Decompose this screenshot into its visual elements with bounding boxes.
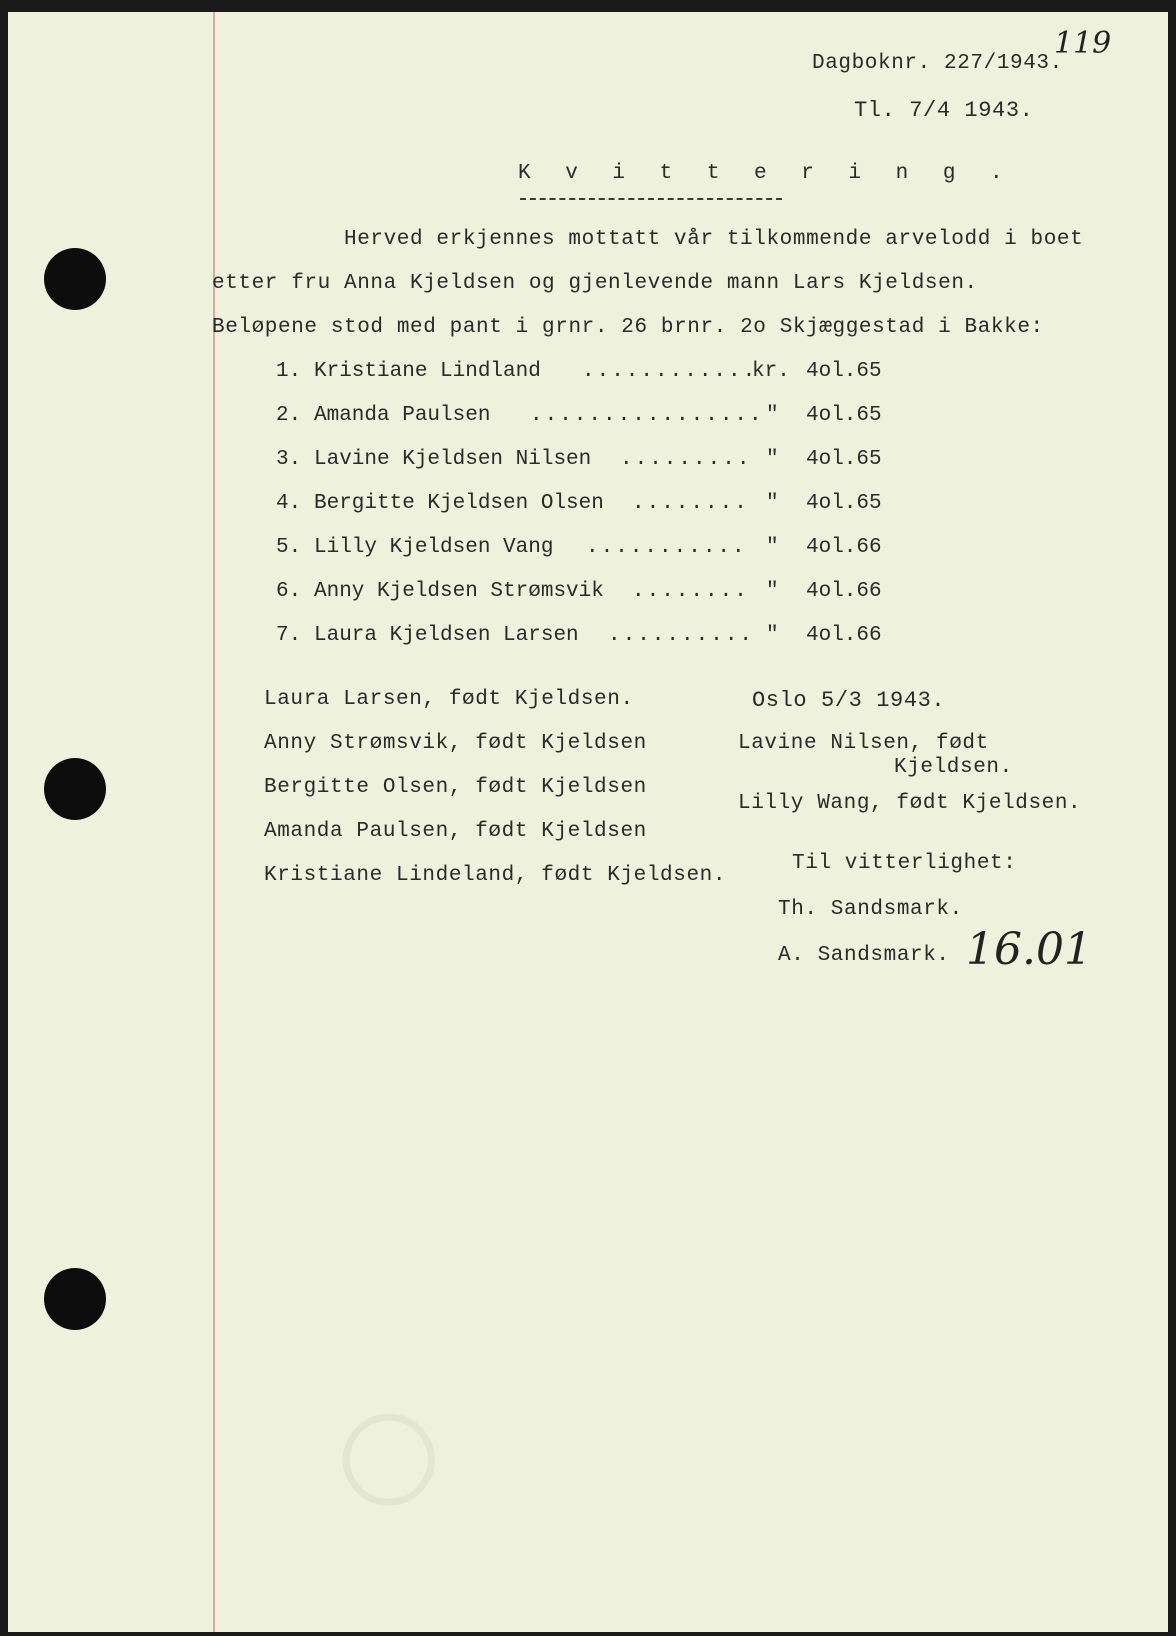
page-title: K v i t t e r i n g . bbox=[518, 162, 1014, 185]
body-line-2: etter fru Anna Kjeldsen og gjenlevende mann Lars Kjeldsen. bbox=[212, 272, 978, 295]
faint-stamp-watermark: ○ bbox=[308, 1407, 449, 1512]
title-underline bbox=[520, 198, 782, 200]
handwritten-fee-note: 16.01 bbox=[966, 924, 1092, 975]
signature-bergitte: Bergitte Olsen, født Kjeldsen bbox=[264, 776, 647, 799]
punch-hole-bottom bbox=[44, 1268, 106, 1330]
page-number: 119 bbox=[1054, 26, 1112, 61]
body-line-1: Herved erkjennes mottatt vår tilkommende arvelodd i boet bbox=[344, 228, 1084, 251]
registration-date: Tl. 7/4 1943. bbox=[854, 98, 1034, 123]
signature-anny: Anny Strømsvik, født Kjeldsen bbox=[264, 732, 647, 755]
document-page: ○ Dagboknr. 227/1943. 119 Tl. 7/4 1943. K v i t t e r i n g . Herved erkjennes mottatt vår tilkommende arvelodd i boet etter fru Anna Kjeldsen og gjenlevende mann Lars Kjeldsen. Beløpene stod med pant i grnr. 26 brnr. 2o Skjæggestad i Bakke: 1. Kristiane Lindland ............ kr. 4ol.65 2. Amanda Paulsen ................ " 4ol.65 3. Lavine Kjeldsen Nilsen ......... " 4ol.65 4. Bergitte Kjeldsen Olsen ........ " 4ol.65 5. Lilly Kjeldsen Vang ........... " 4ol.66 6. Anny Kjeldsen Strømsvik ........ " 4ol.66 7. Laura Kjeldsen Larsen .......... " 4ol.66 Laura Larsen, født Kjeldsen. Anny Strømsvik, født Kjeldsen Bergitte Olsen, født Kjeldsen Amanda Paulsen, født Kjeldsen Kristiane Lindeland, født Kjeldsen. Oslo 5/3 1943. Lavine Nilsen, født Kjeldsen. Lilly Wang, født Kjeldsen. Til vitterlighet: Th. Sandsmark. A. Sandsmark. 16.01 bbox=[8, 12, 1168, 1632]
signature-laura: Laura Larsen, født Kjeldsen. bbox=[264, 688, 634, 711]
place-date: Oslo 5/3 1943. bbox=[752, 688, 946, 713]
witness-heading: Til vitterlighet: bbox=[792, 852, 1017, 875]
signature-amanda: Amanda Paulsen, født Kjeldsen bbox=[264, 820, 647, 843]
punch-hole-top bbox=[44, 248, 106, 310]
margin-line bbox=[213, 12, 215, 1632]
punch-hole-middle bbox=[44, 758, 106, 820]
journal-number: Dagboknr. 227/1943. bbox=[812, 52, 1063, 75]
signature-lavine-line2: Kjeldsen. bbox=[894, 756, 1013, 779]
witness-2: A. Sandsmark. bbox=[778, 944, 950, 967]
signature-lilly: Lilly Wang, født Kjeldsen. bbox=[738, 792, 1082, 815]
signature-kristiane: Kristiane Lindeland, født Kjeldsen. bbox=[264, 864, 727, 887]
witness-1: Th. Sandsmark. bbox=[778, 898, 963, 921]
signature-lavine-line1: Lavine Nilsen, født bbox=[738, 732, 989, 755]
body-line-3: Beløpene stod med pant i grnr. 26 brnr. 2o Skjæggestad i Bakke: bbox=[212, 316, 1044, 339]
